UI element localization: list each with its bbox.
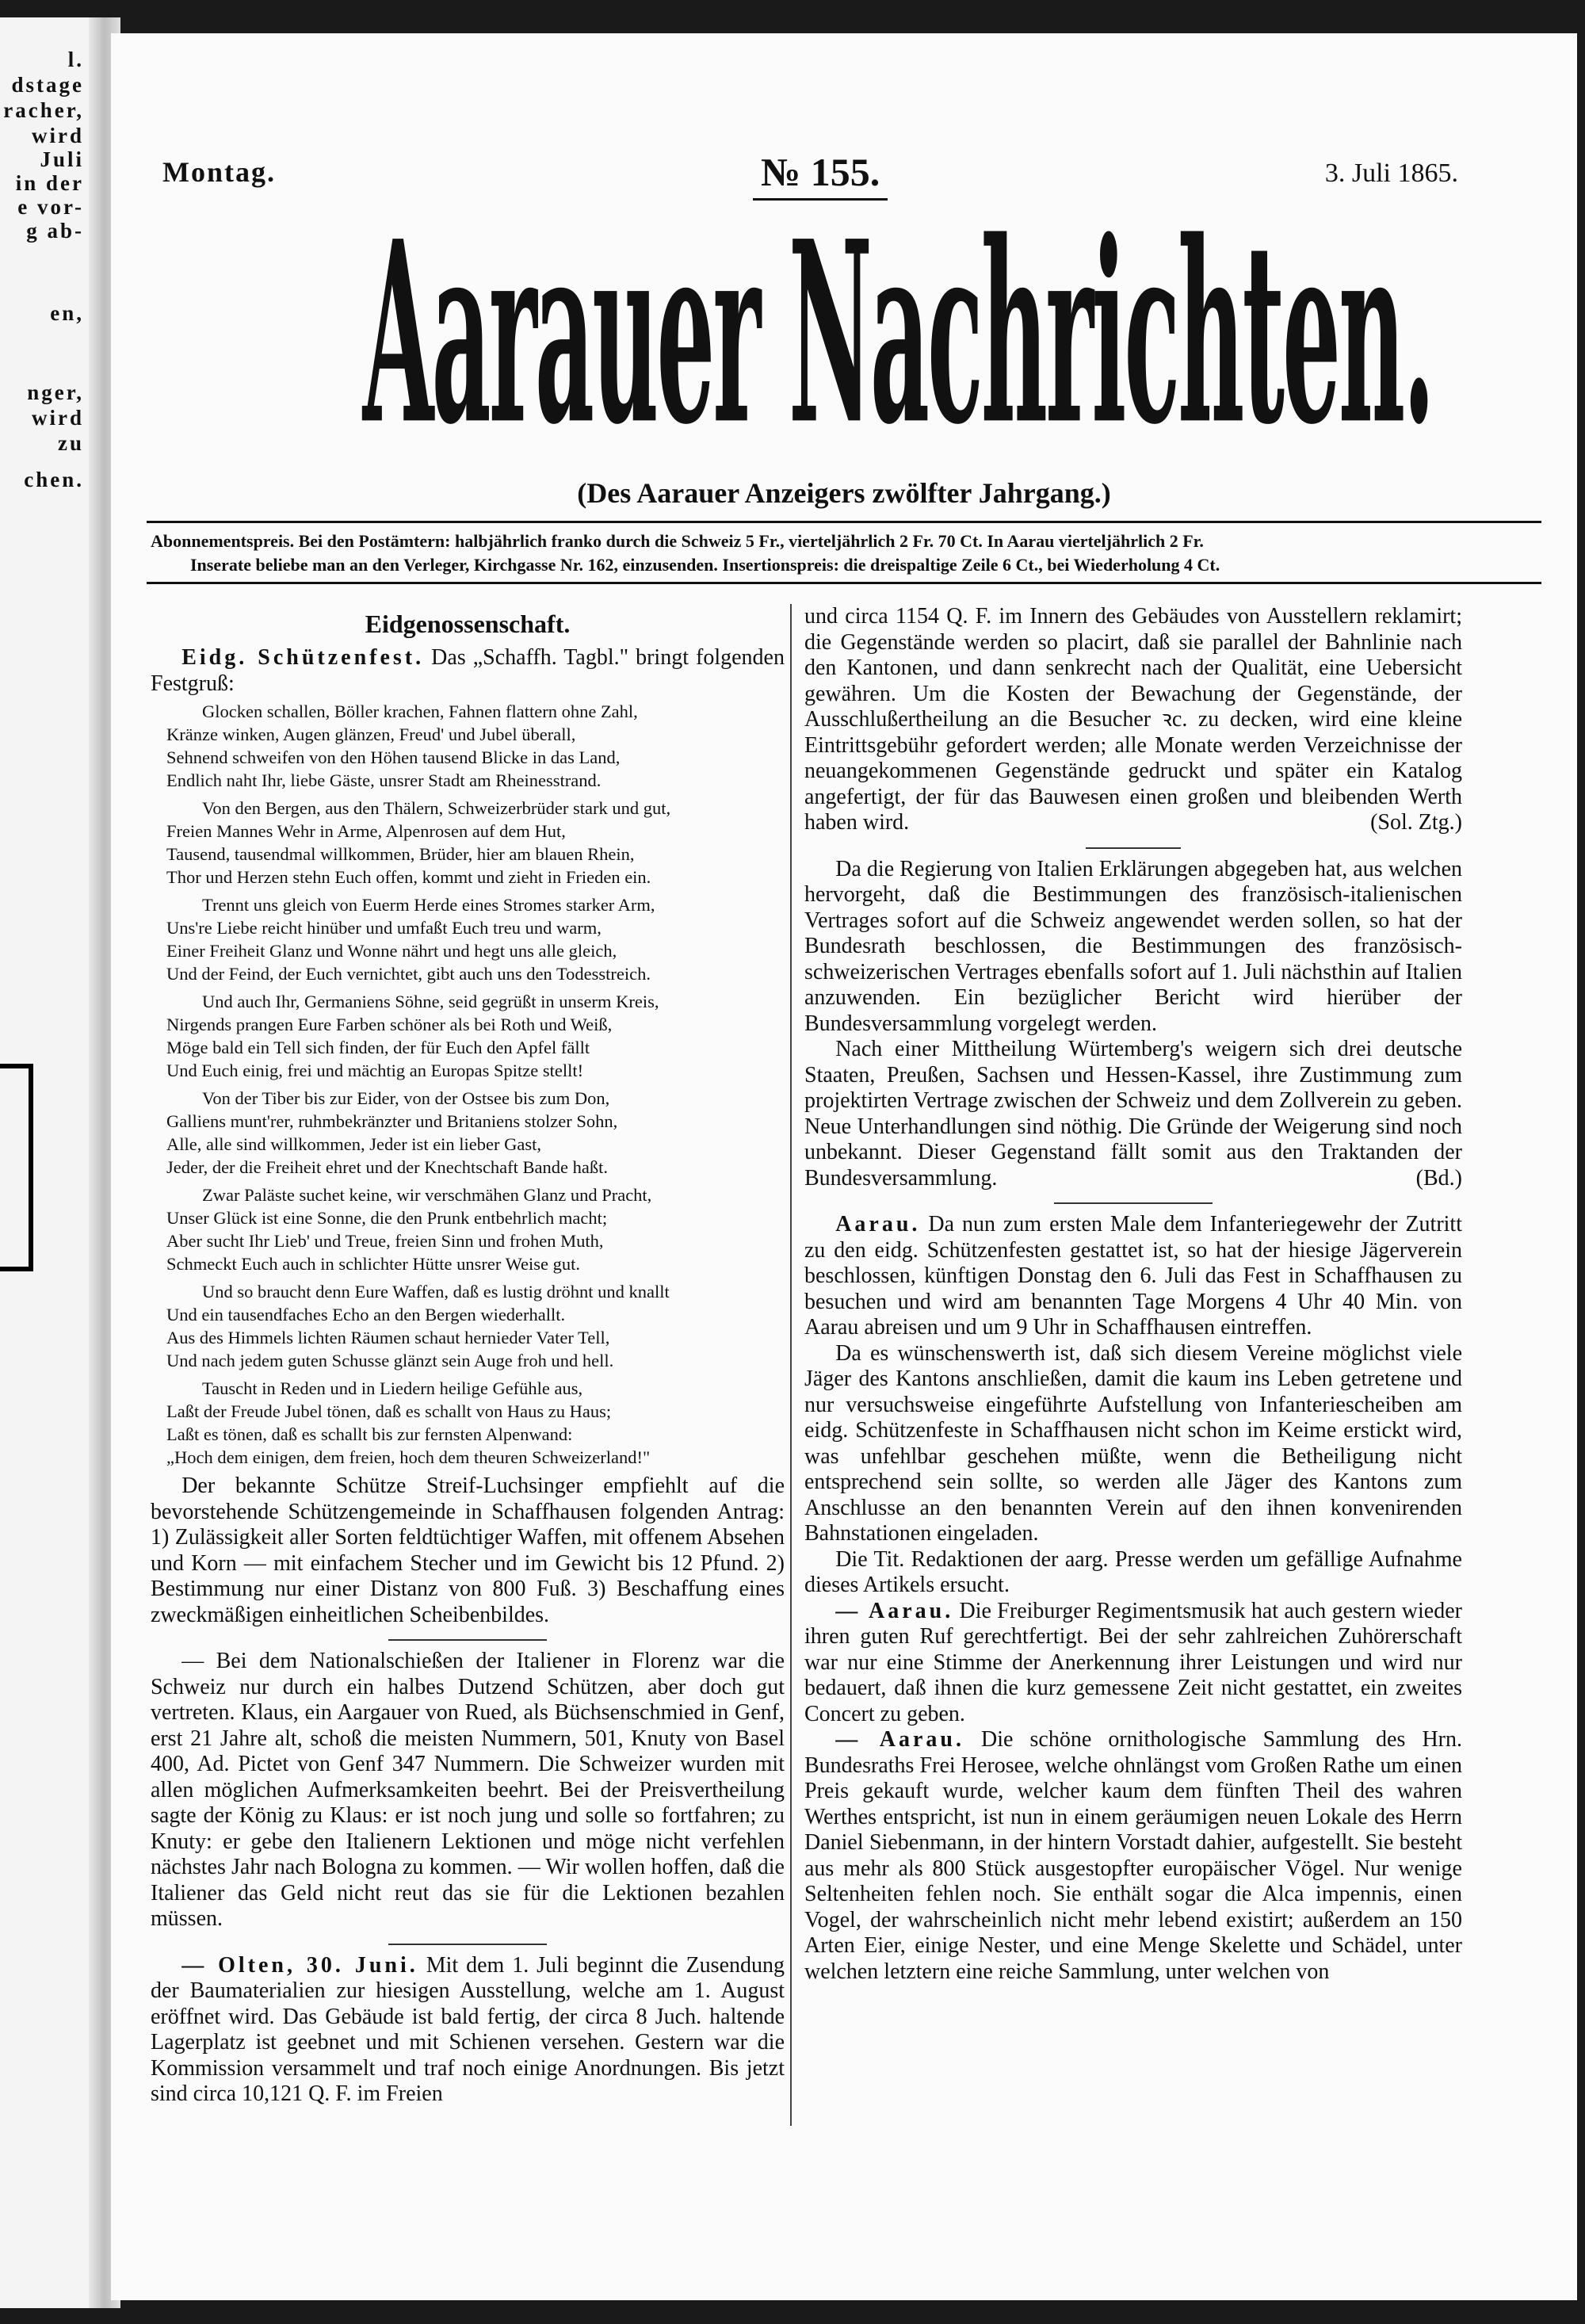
poem-line: Endlich naht Ihr, liebe Gäste, unsrer Stadt am Rheinesstrand. [166, 770, 602, 790]
poem-line: Nirgends prangen Eure Farben schöner als bei Roth und Weiß, [166, 1015, 613, 1034]
poem-line: Zwar Paläste suchet keine, wir verschmähen Glanz und Pracht, [202, 1185, 652, 1205]
poem-line: Laßt es tönen, daß es schallt bis zur fernsten Alpenwand: [166, 1424, 573, 1444]
poem-line: Laßt der Freude Jubel tönen, daß es schallt von Haus zu Haus; [166, 1401, 612, 1421]
article-aarau-jaeger-3: Die Tit. Redaktionen der aarg. Presse werden um gefällige Aufnahme dieses Artikels ersucht. [804, 1546, 1462, 1597]
poem-line: Und nach jedem guten Schusse glänzt sein Auge froh und hell. [166, 1351, 614, 1370]
poem-line: Jeder, der die Freiheit ehret und der Knechtschaft Bande haßt. [166, 1157, 609, 1177]
fragment-text: chen. [24, 468, 84, 491]
poem-line: Aber sucht Ihr Lieb' und Treue, freien Sinn und frohen Muth, [166, 1231, 604, 1251]
poem-line: Einer Freiheit Glanz und Wonne nährt und hegt uns alle gleich, [166, 941, 617, 961]
article-text: und circa 1154 Q. F. im Innern des Gebäudes von Ausstellern reklamirt; die Gegenstände werden so placirt, daß sie parallel der Bahnlinie nach den Kantonen, und dann senkrecht nach der Qualität, eine Uebersicht gewähren. Um die Kosten der Bewachung der Gegenstände, der Ausschlußertheilung an die Besucher ꝛc. zu decken, wird eine kleine Eintrittsgebühr gefordert werden; alle Monate werden Verzeichnisse der neuangekommenen Gegenstände gedruckt und später ein Katalog angefertigt, der für das Bauwesen einen großen und bleibenden Werth haben wird. [804, 604, 1462, 835]
poem-line: Unser Glück ist eine Sonne, die den Prunk entbehrlich macht; [166, 1208, 608, 1228]
advert-info: Inserate beliebe man an den Verleger, Kirchgasse Nr. 162, einzusenden. Insertionspreis: die dreispaltige Zeile 6 Ct., bei Wiederholung 4 Ct. [190, 555, 1220, 575]
article-text: Die schöne ornithologische Sammlung des Hrn. Bundesraths Frei Herosee, welche ohnlängst vom Großen Rathe um einen Preis gekauft wurde, welcher kaum dem fünften Theil des wahren Werthes entspricht, ist nun in einem geräumigen neuen Lokale des Herrn Daniel Siebenmann, in der hintern Vorstadt dahier, aufgestellt. Sie besteht aus mehr als 800 Stück ausgestopfter europäischer Vögel. Nur wenige Seltenheiten fehlen noch. Sie enthält sogar die Alca impennis, einen Vogel, der wahrscheinlich nicht mehr lebend existirt; außerdem an 150 Arten Eier, einige Nester, und eine Menge Skelette und Schädel, unter welchen letztern eine reiche Sammlung, unter welchen von [804, 1727, 1462, 1984]
article-florenz: — Bei dem Nationalschießen der Italiener in Florenz war die Schweiz nur durch ein halbes Dutzend Schützen, aber doch gut vertreten. Klaus, ein Aargauer von Rued, als Büchsenschmied in Genf, erst 21 Jahre alt, schoß die meisten Nummern, 501, Knuty von Basel 400, Ad. Pictet von Genf 347 Nummern. Die Schweizer wurden mit allen möglichen Aufmerksamkeiten beehrt. Bei der Preisvertheilung sagte der König zu Klaus: er ist noch jung und solle so fortfahren; zu Knuty: er gebe den Italienern Lektionen und möge nicht verfehlen nächstes Jahr nach Bologna zu kommen. — Wir wollen hoffen, daß die Italiener das Geld nicht reut das sie für die Lektionen bezahlen müssen. [151, 1649, 785, 1931]
separator-rule [388, 1944, 547, 1945]
separator-rule [388, 1639, 547, 1641]
poem-line: Glocken schallen, Böller krachen, Fahnen flattern ohne Zahl, [202, 701, 638, 721]
poem-line: Und ein tausendfaches Echo an den Bergen wiederhallt. [166, 1305, 566, 1324]
poem-stanza [166, 1183, 785, 1275]
header-rule [147, 521, 1541, 523]
poem-line: Freien Mannes Wehr in Arme, Alpenrosen auf dem Hut, [166, 821, 566, 841]
poem-line: Aus des Himmels lichten Räumen schaut hernieder Vater Tell, [166, 1328, 610, 1347]
poem-line: Und auch Ihr, Germaniens Söhne, seid gegrüßt in unserm Kreis, [202, 992, 659, 1011]
separator-rule [1054, 1202, 1213, 1204]
fragment-text: Juli [40, 147, 84, 171]
header-rule [147, 582, 1541, 584]
article-text: Mit dem 1. Juli beginnt die Zusendung der Baumaterialien zur hiesigen Ausstellung, welche am 1. August eröffnet wird. Das Gebäude ist bald fertig, der circa 8 Juch. haltende Lagerplatz ist geebnet und mit Schienen versehen. Gestern war die Kommission versammelt und traf noch einige Anordnungen. Bis jetzt sind circa 10,121 Q. F. im Freien [151, 1952, 785, 2106]
fragment-text: e vor- [17, 195, 84, 219]
left-column [151, 604, 785, 2108]
poem-line: Alle, alle sind willkommen, Jeder ist ein lieber Gast, [166, 1134, 542, 1154]
poem-line: Tausend, tausendmal willkommen, Brüder, hier am blauen Rhein, [166, 844, 635, 864]
advert-box-border [0, 1064, 33, 1271]
issue-date: 3. Juli 1865. [1324, 159, 1458, 188]
poem-line: Galliens munt'rer, ruhmbekränzter und Britaniens stolzer Sohn, [166, 1111, 618, 1131]
poem-line: Trennt uns gleich von Euerm Herde eines Stromes starker Arm, [202, 895, 655, 915]
fragment-text: en, [50, 301, 84, 325]
fragment-text: wird [32, 406, 84, 430]
fragment-text: dstage [11, 73, 84, 97]
weekday: Montag. [162, 156, 276, 188]
article-lead: — Aarau. [835, 1598, 954, 1623]
poem-stanza [166, 1087, 785, 1179]
poem-stanza [166, 1377, 785, 1469]
poem-line: „Hoch dem einigen, dem freien, hoch dem theuren Schweizerland!" [166, 1447, 651, 1467]
poem-line: Und der Feind, der Euch vernichtet, gibt auch uns den Todesstreich. [166, 964, 651, 984]
masthead [111, 187, 1577, 481]
article-aarau-jaeger [804, 1212, 1462, 1341]
poem-stanza [166, 893, 785, 985]
poem-line: Und so braucht denn Eure Waffen, daß es lustig dröhnt und knallt [202, 1282, 670, 1302]
poem-line: Von der Tiber bis zur Eider, von der Ostsee bis zum Don, [202, 1088, 610, 1108]
poem-line: Von den Bergen, aus den Thälern, Schweizerbrüder stark und gut, [202, 798, 671, 818]
article-zollverein [804, 1037, 1462, 1191]
article-aarau-musik [804, 1599, 1462, 1728]
poem-line: Schmeckt Euch auch in schlichter Hütte unsrer Weise gut. [166, 1254, 580, 1274]
fragment-text: wird [32, 124, 84, 147]
masthead-subtitle: (Des Aarauer Anzeigers zwölfter Jahrgang.) [577, 477, 1111, 509]
section-heading: Eidgenossenschaft. [365, 610, 571, 638]
article-source: (Sol. Ztg.) [1370, 810, 1462, 835]
poem-line: Und Euch einig, frei und mächtig an Europas Spitze stellt! [166, 1061, 584, 1080]
article-italien: Da die Regierung von Italien Erklärungen abgegeben hat, aus welchen hervorgeht, daß die Bestimmungen des französisch-italienischen Vertrages sofort auf die Schweiz angewendet werden sollen, so hat der Bundesrath beschlossen, die Bestimmungen des französisch-schweizerischen Vertrages ebenfalls sofort auf 1. Juli nächsthin auf Italien anzuwenden. Ein bezüglicher Bericht wird hierüber der Bundesversammlung vorgelegt werden. [804, 856, 1462, 1036]
fragment-text: in der [15, 171, 84, 195]
poem-line: Möge bald ein Tell sich finden, der für Euch den Apfel fällt [166, 1038, 590, 1057]
article-text: Das „Schaffh. Tagbl." bringt folgenden Festgruß: [151, 645, 785, 696]
article-text: Da nun zum ersten Male dem Infanteriegewehr der Zutritt zu den eidg. Schützenfesten gestattet ist, so hat der hiesige Jägerverein beschlossen, künftigen Donstag den 6. Juli das Fest in Schaffhausen zu besuchen und wird am benannten Tage Morgens 4 Uhr 40 Min. von Aarau abreisen und um 9 Uhr in Schaffhausen eintreffen. [804, 1212, 1462, 1340]
adjacent-page-fragment [0, 17, 89, 2308]
fragment-text: zu [58, 431, 84, 455]
article-lead: Aarau. [835, 1212, 921, 1237]
issue-number: № 155. [753, 151, 888, 201]
article-lead: — Olten, 30. Juni. [181, 1952, 418, 1978]
article-olten-continued [804, 604, 1462, 836]
subscription-info: Abonnementspreis. Bei den Postämtern: halbjährlich franko durch die Schweiz 5 Fr., vierteljährlich 2 Fr. 70 Ct. In Aarau vierteljährlich 2 Fr. [151, 531, 1204, 551]
poem-line: Thor und Herzen stehn Euch offen, kommt und zieht in Frieden ein. [166, 867, 651, 887]
festival-poem [166, 700, 785, 1469]
article-aarau-sammlung [804, 1727, 1462, 1985]
masthead-title: Aarauer Nachrichten. [362, 187, 1433, 481]
poem-line: Tauscht in Reden und in Liedern heilige Gefühle aus, [202, 1378, 583, 1398]
column-divider [790, 604, 792, 2126]
poem-stanza [166, 990, 785, 1082]
article-intro [151, 645, 785, 697]
poem-stanza [166, 797, 785, 889]
poem-line: Sehnend schweifen von den Höhen tausend Blicke in das Land, [166, 747, 621, 767]
newspaper-page [111, 33, 1577, 2300]
article-olten [151, 1953, 785, 2108]
fragment-text: g ab- [26, 219, 84, 243]
right-column [804, 604, 1462, 1985]
separator-rule [1086, 847, 1181, 849]
article-text: Nach einer Mittheilung Würtemberg's weigern sich drei deutsche Staaten, Preußen, Sachsen und Hessen-Kassel, ihre Zustimmung zum projektirten Vertrage zwischen der Schweiz und dem Zollverein zu geben. Neue Unterhandlungen sind nöthig. Die Gründe der Weigerung sind noch unbekannt. Dieser Gegenstand fällt somit aus den Traktanden der Bundesversammlung. [804, 1037, 1462, 1191]
article-aarau-jaeger-2: Da es wünschenswerth ist, daß sich diesem Vereine möglichst viele Jäger des Kantons anschließen, damit die kaum ins Leben getretene und nur versuchsweise eingeführte Aufstellung von Infanteriescheiben am eidg. Schützenfeste in Schaffhausen nicht schon im Keime erstickt wird, was unfehlbar geschehen müßte, wenn die Betheiligung nicht entsprechend sein sollte, so werden alle Jäger des Kantons zum Anschlusse an den benannten Verein auf den ihnen konvenirenden Bahnstationen eingeladen. [804, 1340, 1462, 1546]
poem-line: Kränze winken, Augen glänzen, Freud' und Jubel überall, [166, 724, 576, 744]
article-text: Die Freiburger Regimentsmusik hat auch gestern wieder ihren guten Ruf gerechtfertigt. Bei der sehr zahlreichen Zuhörerschaft war nur eine Stimme der Anerkennung ihrer Leistungen und wird nur bedauert, daß ihnen die kurz gemessene Zeit nicht gestattet, ein zweites Concert zu geben. [804, 1598, 1462, 1726]
article-antrag: Der bekannte Schütze Streif-Luchsinger empfiehlt auf die bevorstehende Schützengemeinde in Schaffhausen folgenden Antrag: 1) Zulässigkeit aller Sorten feldtüchtiger Waffen, mit offenem Absehen und Korn — mit einfachem Stecher und im Gewicht bis 12 Pfund. 2) Bestimmung nur einer Distanz von 800 Fuß. 3) Beschaffung eines zweckmäßigen einheitlichen Scheibenbildes. [151, 1474, 785, 1627]
article-lead: Eidg. Schützenfest. [181, 645, 425, 670]
article-source: (Bd.) [1415, 1165, 1462, 1191]
poem-stanza [166, 700, 785, 792]
poem-line: Uns're Liebe reicht hinüber und umfaßt Euch treu und warm, [166, 918, 602, 938]
fragment-text: racher, [3, 98, 84, 122]
poem-stanza [166, 1280, 785, 1372]
fragment-text: l. [67, 48, 84, 71]
article-lead: — Aarau. [835, 1727, 964, 1752]
fragment-text: nger, [27, 380, 84, 404]
